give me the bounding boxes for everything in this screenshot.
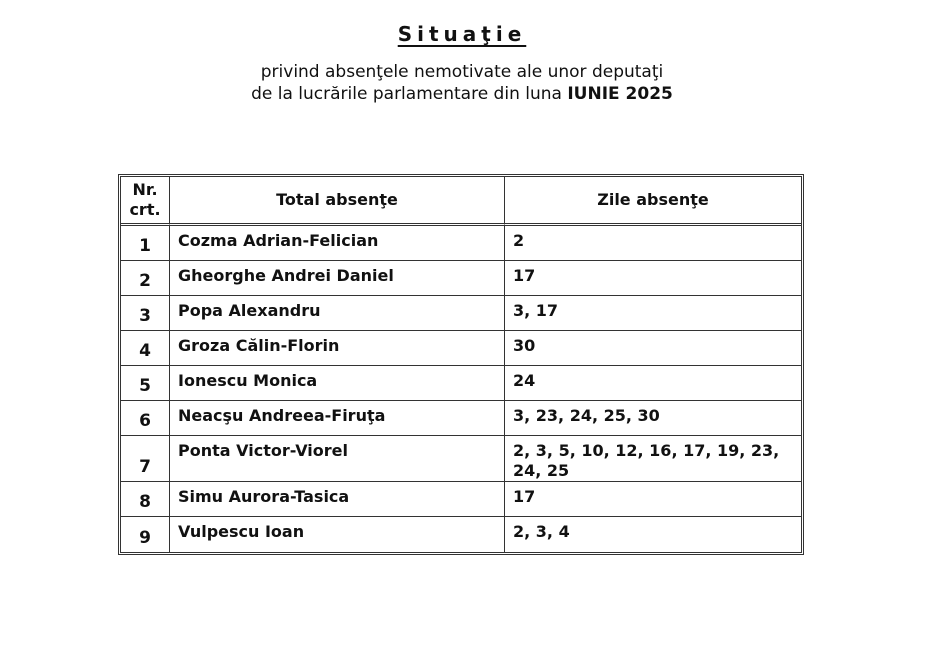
absence-days: 30 <box>505 331 801 366</box>
subtitle-line-1: privind absenţele nemotivate ale unor deputaţi <box>260 62 664 82</box>
document-title: Situaţie <box>397 22 527 46</box>
deputy-name: Neacşu Andreea-Firuţa <box>170 401 505 436</box>
absence-days: 2, 3, 5, 10, 12, 16, 17, 19, 23, 24, 25 <box>505 436 801 482</box>
header-nr-line1: Nr. <box>132 180 158 199</box>
table-row <box>121 296 801 331</box>
absence-days: 24 <box>505 366 801 401</box>
deputy-name: Vulpescu Ioan <box>170 517 505 552</box>
table-row <box>121 517 801 552</box>
deputy-name: Gheorghe Andrei Daniel <box>170 261 505 296</box>
absence-days: 3, 23, 24, 25, 30 <box>505 401 801 436</box>
row-number: 8 <box>121 482 170 517</box>
absence-days: 2, 3, 4 <box>513 522 570 541</box>
row-number: 3 <box>121 296 170 331</box>
header-nr-line2: crt. <box>129 200 161 219</box>
absence-days: 17 <box>505 261 801 296</box>
deputy-name: Ionescu Monica <box>170 366 505 401</box>
table-row <box>121 401 801 436</box>
header-zile-absente: Zile absenţe <box>505 177 801 226</box>
table-row <box>121 436 801 482</box>
row-number: 5 <box>121 366 170 401</box>
absence-table <box>118 174 804 555</box>
deputy-name: Popa Alexandru <box>170 296 505 331</box>
absence-days: 2 <box>505 226 801 261</box>
absence-days: 17 <box>505 482 801 517</box>
header-nr-crt <box>121 177 170 226</box>
row-number: 6 <box>121 401 170 436</box>
header-total-absente: Total absenţe <box>170 177 505 226</box>
row-number: 7 <box>121 436 170 482</box>
row-number: 1 <box>121 226 170 261</box>
subtitle-line-2-text: de la lucrările parlamentare din luna <box>251 84 562 104</box>
row-number: 9 <box>121 517 170 552</box>
deputy-name: Cozma Adrian-Felician <box>170 226 505 261</box>
deputy-name: Ponta Victor-Viorel <box>170 436 505 482</box>
table-body <box>121 226 801 552</box>
deputy-name: Groza Călin-Florin <box>170 331 505 366</box>
row-number: 2 <box>121 261 170 296</box>
table-header-row <box>121 177 801 226</box>
row-number: 4 <box>121 331 170 366</box>
table-row <box>121 261 801 296</box>
subtitle-line-2 <box>0 83 924 105</box>
deputy-name: Simu Aurora-Tasica <box>170 482 505 517</box>
table-row <box>121 482 801 517</box>
absence-table-wrapper <box>118 174 804 555</box>
subtitle-month: IUNIE 2025 <box>567 84 673 104</box>
absence-days: 3, 17 <box>505 296 801 331</box>
table-row <box>121 331 801 366</box>
table-row <box>121 366 801 401</box>
table-row <box>121 226 801 261</box>
